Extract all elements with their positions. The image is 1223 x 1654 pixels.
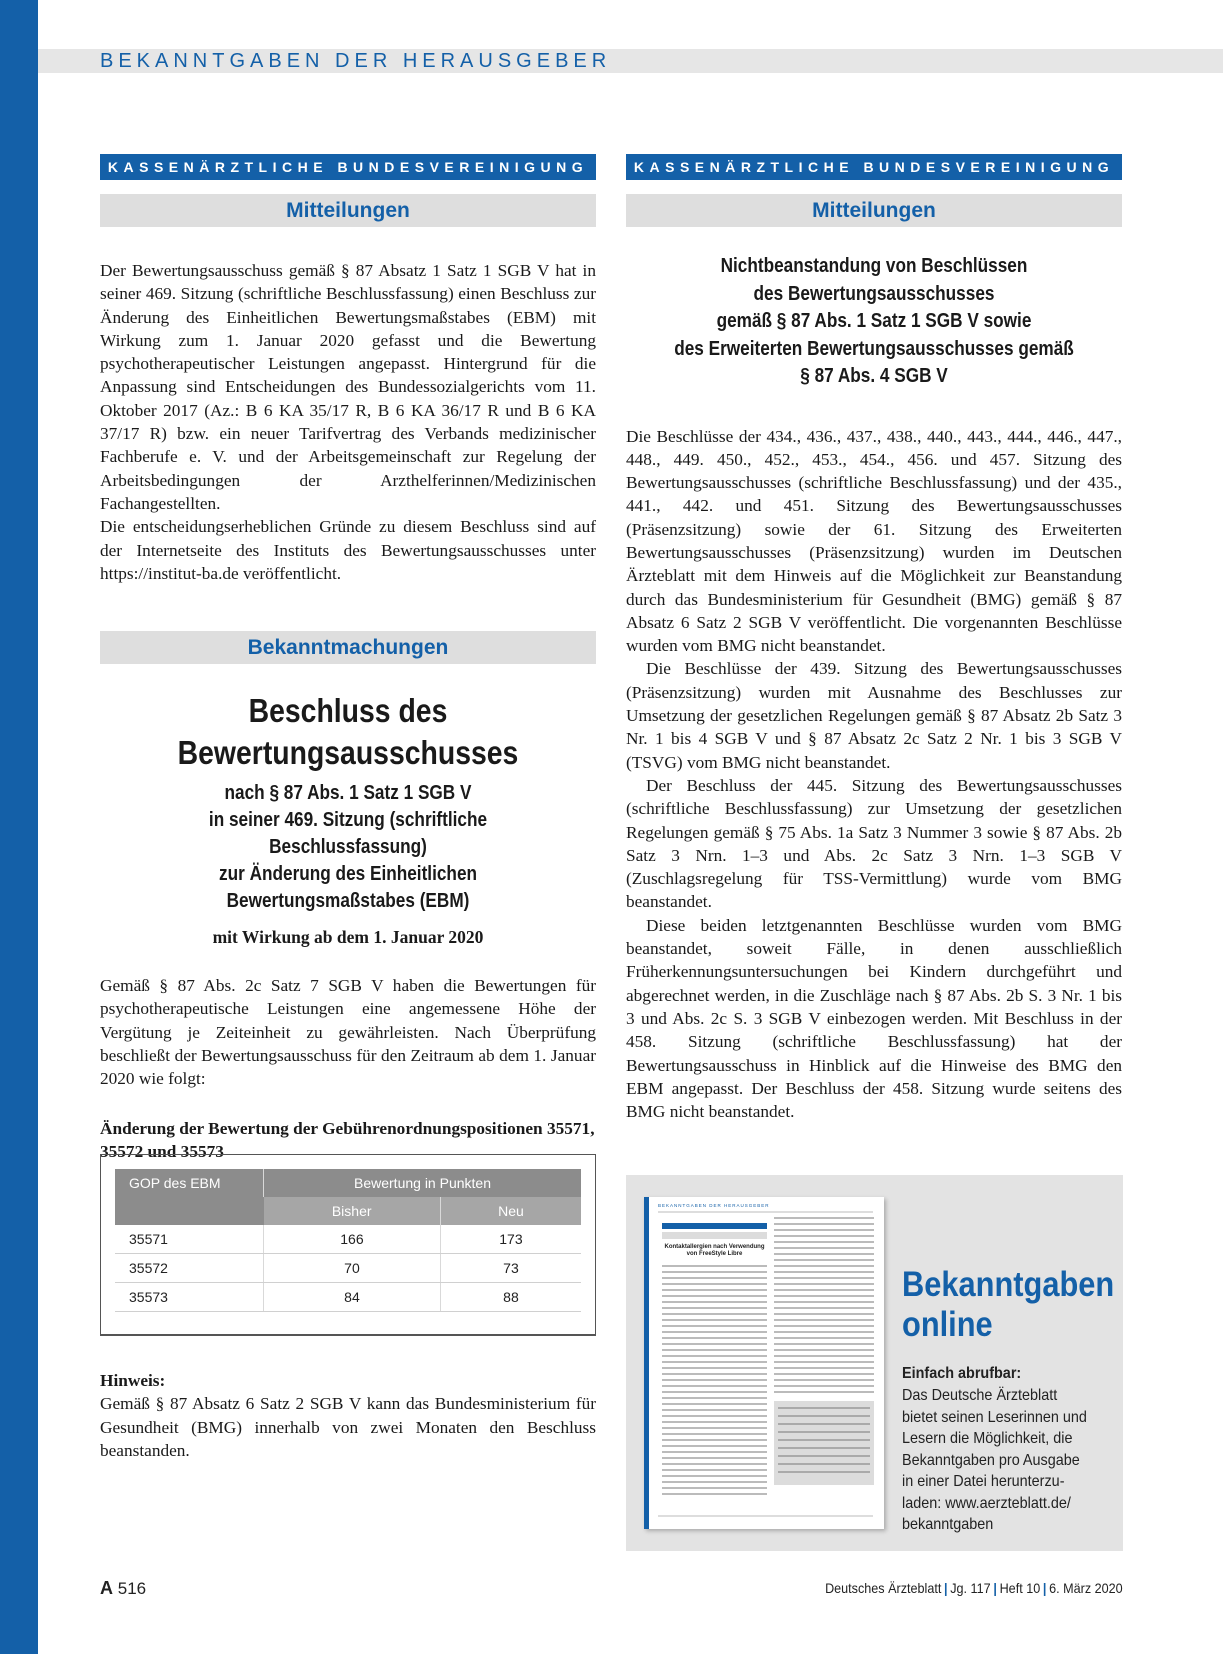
journal-footer: Deutsches Ärzteblatt | Jg. 117 | Heft 10 | 6. März 2020 [825, 1580, 1123, 1596]
notice-title-line: des Erweiterten Bewertungsausschusses gemäß [674, 337, 1074, 360]
issue-thumbnail [644, 1197, 884, 1529]
promo-text-line: Bekanntgaben pro Ausgabe [902, 1451, 1080, 1469]
promo-text [902, 1385, 1100, 1536]
points-table [115, 1169, 581, 1312]
org-label: KASSENÄRZTLICHE BUNDESVEREINIGUNG [626, 154, 1122, 180]
promo-title-line1: Bekanntgaben [902, 1265, 1115, 1304]
page-number-value: 516 [117, 1579, 147, 1598]
gop-cell: 35572 [115, 1254, 264, 1283]
right-column [626, 154, 1122, 1123]
intro-paragraph: Der Bewertungsausschuss gemäß § 87 Absatz 1 Satz 1 SGB V hat in seiner 469. Sitzung (schriftliche Beschlussfassung) einen Beschluss zur Änderung des Einheitlichen Bewertungsmaßstabes (EBM) mit Wirkung zum 1. Januar 2020 gefasst und die Bewertung psychotherapeutischer Leistungen angepasst. Hintergrund für die Anpassung sind Entscheidungen des Bundessozialgerichts vom 11. Oktober 2017 (Az.: B 6 KA 35/17 R, B 6 KA 36/17 R und B 6 KA 37/17 R) bzw. ein neuer Tarifvertrag des Verbands medizinischer Fachberufe e. V. und der Arbeitsgemeinschaft zur Regelung der Arbeitsbedingungen der Arzthelferinnen/Medizinischen Fachangestellten. [100, 261, 596, 513]
notice-paragraph-3: Der Beschluss der 445. Sitzung des Bewertungsausschusses (schriftliche Beschlussfassung) zur Umsetzung der gesetzlichen Regelungen gemäß § 75 Abs. 1a Satz 3 Nummer 3 sowie § 87 Abs. 2b Satz 3 Nrn. 1–3 und Abs. 2c Satz 3 Nrn. 1–3 SGB V (Zuschlagsregelung für TSS-Vermittlung) wurde vom BMG beanstandet. [626, 775, 1122, 912]
decision-sub-line3: zur Änderung des Einheitlichen Bewertungsmaßstabes (EBM) [218, 863, 478, 913]
bisher-cell: 166 [264, 1225, 441, 1254]
decision-title-line1: Beschluss des [248, 692, 448, 730]
col-gop-header: GOP des EBM [115, 1169, 264, 1225]
hint-text: Gemäß § 87 Absatz 6 Satz 2 SGB V kann das Bundesministerium für Gesundheit (BMG) innerhalb von zwei Monaten den Beschluss beanstanden. [100, 1394, 596, 1460]
promo-text-line: bietet seinen Leserinnen und [902, 1408, 1087, 1426]
promo-text-line: in einer Datei herunterzu- [902, 1473, 1065, 1490]
bekanntmachungen-heading: Bekanntmachungen [100, 631, 596, 664]
promo-text-line: Das Deutsche Ärzteblatt [902, 1387, 1058, 1404]
decision-body: Gemäß § 87 Abs. 2c Satz 7 SGB V haben die Bewertungen für psychotherapeutische Leistungen eine angemessene Höhe der Vergütung je Zeiteinheit zu gewährleisten. Nach Überprüfung beschließt der Bewertungsausschuss für den Zeitraum ab dem 1. Januar 2020 wie folgt: [100, 976, 596, 1089]
col-neu-header: Neu [440, 1197, 581, 1225]
hint-block [100, 1369, 596, 1462]
decision-title-block [135, 690, 562, 915]
promo-text-line: Lesern die Möglichkeit, die [902, 1430, 1073, 1447]
notice-title-block [661, 253, 1088, 391]
notice-title-line: des Bewertungsausschusses [753, 282, 995, 305]
points-table-box [100, 1154, 596, 1336]
page-prefix: A [100, 1578, 113, 1598]
neu-cell: 73 [440, 1254, 581, 1283]
change-heading: Änderung der Bewertung der Gebührenordnungspositionen 35571, 35572 und 35573 [100, 1118, 595, 1161]
journal-issue: Heft 10 [999, 1580, 1041, 1596]
decision-title-line2: Bewertungsausschusses [177, 734, 519, 772]
journal-name: Deutsches Ärzteblatt [825, 1580, 942, 1596]
col-bisher-header: Bisher [264, 1197, 441, 1225]
notice-title-line: Nichtbeanstandung von Beschlüssen [720, 255, 1028, 277]
promo-subtitle: Einfach abrufbar: [902, 1365, 1022, 1382]
table-row [115, 1283, 581, 1312]
notice-title-line: gemäß § 87 Abs. 1 Satz 1 SGB V sowie [716, 310, 1032, 332]
mitteilungen-heading: Mitteilungen [626, 194, 1122, 227]
hint-label: Hinweis: [100, 1371, 166, 1390]
notice-paragraph-1: Die Beschlüsse der 434., 436., 437., 438., 440., 443., 444., 446., 447., 448., 449. 450., 452., 453., 454., 456. und 457. Sitzung des Bewertungsausschusses (schriftliche Beschlussfassung) und der 435., 441., 442. und 451. Sitzung des Bewertungsausschusses (Präsenzsitzung) sowie der 61. Sitzung des Erweiterten Bewertungsausschusses (Präsenzsitzung) wurden im Deutschen Ärzteblatt mit dem Hinweis auf die Möglichkeit zur Beanstandung durch das Bundesministerium für Gesundheit (BMG) gemäß § 87 Absatz 6 Satz 2 SGB V veröffentlicht. Die vorgenannten Beschlüsse wurden vom BMG nicht beanstandet. [626, 426, 1122, 656]
neu-cell: 173 [440, 1225, 581, 1254]
mitteilungen-heading: Mitteilungen [100, 194, 596, 227]
neu-cell: 88 [440, 1283, 581, 1312]
decision-sub-line2: in seiner 469. Sitzung (schriftliche Beschlussfassung) [208, 809, 488, 859]
thumb-title: Kontaktallergien nach Verwendung von FreeStyle Libre [664, 1244, 765, 1257]
journal-date: 6. März 2020 [1049, 1580, 1123, 1596]
promo-title-line2: online [902, 1305, 993, 1344]
thumb-header: BEKANNTGABEN DER HERAUSGEBER [658, 1203, 770, 1208]
table-row [115, 1225, 581, 1254]
gop-cell: 35571 [115, 1225, 264, 1254]
notice-paragraph-4: Diese beiden letztgenannten Beschlüsse wurden vom BMG beanstandet, soweit Fälle, in denen ausschließlich Früherkennungsuntersuchungen bei Kindern durchgeführt und abgerechnet werden, in die Zuschläge nach § 87 Abs. 2b S. 3 Nr. 1 bis 3 und Abs. 2c S. 3 SGB V einbezogen werden. Mit Beschluss in der 458. Sitzung (schriftliche Beschlussfassung) hat der Bewertungsausschuss in Hinblick auf die Hinweise des BMG den EBM angepasst. Der Beschluss der 458. Sitzung wurde seitens des BMG nicht beanstandet. [626, 915, 1122, 1122]
decision-sub-line1: nach § 87 Abs. 1 Satz 1 SGB V [224, 782, 472, 805]
section-label: BEKANNTGABEN DER HERAUSGEBER [100, 50, 612, 72]
org-label: KASSENÄRZTLICHE BUNDESVEREINIGUNG [100, 154, 596, 180]
page-number [100, 1578, 146, 1599]
promo-title [902, 1265, 1114, 1345]
col-group-header: Bewertung in Punkten [264, 1169, 582, 1197]
gop-cell: 35573 [115, 1283, 264, 1312]
effective-date: mit Wirkung ab dem 1. Januar 2020 [212, 927, 484, 948]
reasons-paragraph: Die entscheidungserheblichen Gründe zu diesem Beschluss sind auf der Internetseite des Instituts des Bewertungsausschusses unter https://institut-ba.de veröffentlicht. [100, 517, 596, 583]
left-column [100, 154, 596, 1163]
notice-title-line: § 87 Abs. 4 SGB V [800, 365, 948, 387]
online-promo-box [626, 1175, 1123, 1551]
notice-paragraph-2: Die Beschlüsse der 439. Sitzung des Bewertungsausschusses (Präsenzsitzung) wurden mit Ausnahme des Beschlusses zur Umsetzung der gesetzlichen Regelungen gemäß § 87 Absatz 2b Satz 3 Nr. 1 bis 4 SGB V und § 87 Absatz 2c Satz 2 Nr. 1 bis 3 SGB V (TSVG) vom BMG nicht beanstandet. [626, 659, 1122, 772]
promo-link-line[interactable]: bekanntgaben [902, 1516, 994, 1533]
table-row [115, 1254, 581, 1283]
left-color-bar [0, 0, 38, 1654]
bisher-cell: 70 [264, 1254, 441, 1283]
promo-link-line[interactable]: laden: www.aerzteblatt.de/ [902, 1494, 1071, 1512]
journal-volume: Jg. 117 [950, 1580, 991, 1596]
bisher-cell: 84 [264, 1283, 441, 1312]
